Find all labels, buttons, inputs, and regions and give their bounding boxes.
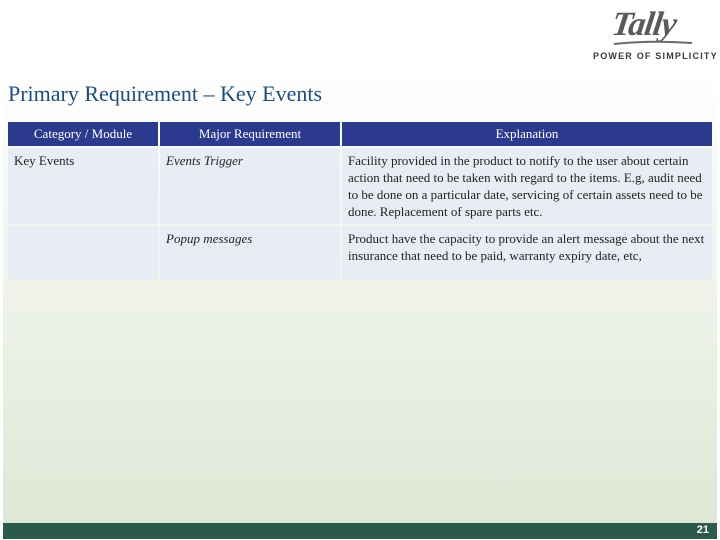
logo-swoosh-icon: [612, 40, 694, 46]
explanation-cell: Facility provided in the product to notify to the user about certain action that need to be taken with regard to the items. E.g, audit need to be done on a particular date, servicing of certain assets need to be done. Replacement of spare parts etc.: [342, 148, 712, 224]
table-row: [8, 226, 712, 280]
tally-logo: [590, 6, 718, 64]
header-explanation: Explanation: [342, 122, 712, 146]
table-header-row: [8, 122, 712, 146]
slide-title: Primary Requirement – Key Events: [8, 81, 323, 106]
requirements-table: [6, 120, 714, 282]
logo-brand-text: Tally: [609, 6, 679, 43]
logo-tagline: POWER OF SIMPLICITY: [593, 51, 718, 61]
page-number: 21: [696, 524, 709, 536]
footer-bar: [3, 523, 717, 539]
header-requirement: Major Requirement: [160, 122, 340, 146]
requirement-cell: Popup messages: [160, 226, 340, 280]
requirement-cell: Events Trigger: [160, 148, 340, 224]
category-cell: [8, 226, 158, 280]
table-row: [8, 148, 712, 224]
category-cell: Key Events: [8, 148, 158, 224]
explanation-cell: Product have the capacity to provide an alert message about the next insurance that need to be paid, warranty expiry date, etc,: [342, 226, 712, 280]
header-category: Category / Module: [8, 122, 158, 146]
